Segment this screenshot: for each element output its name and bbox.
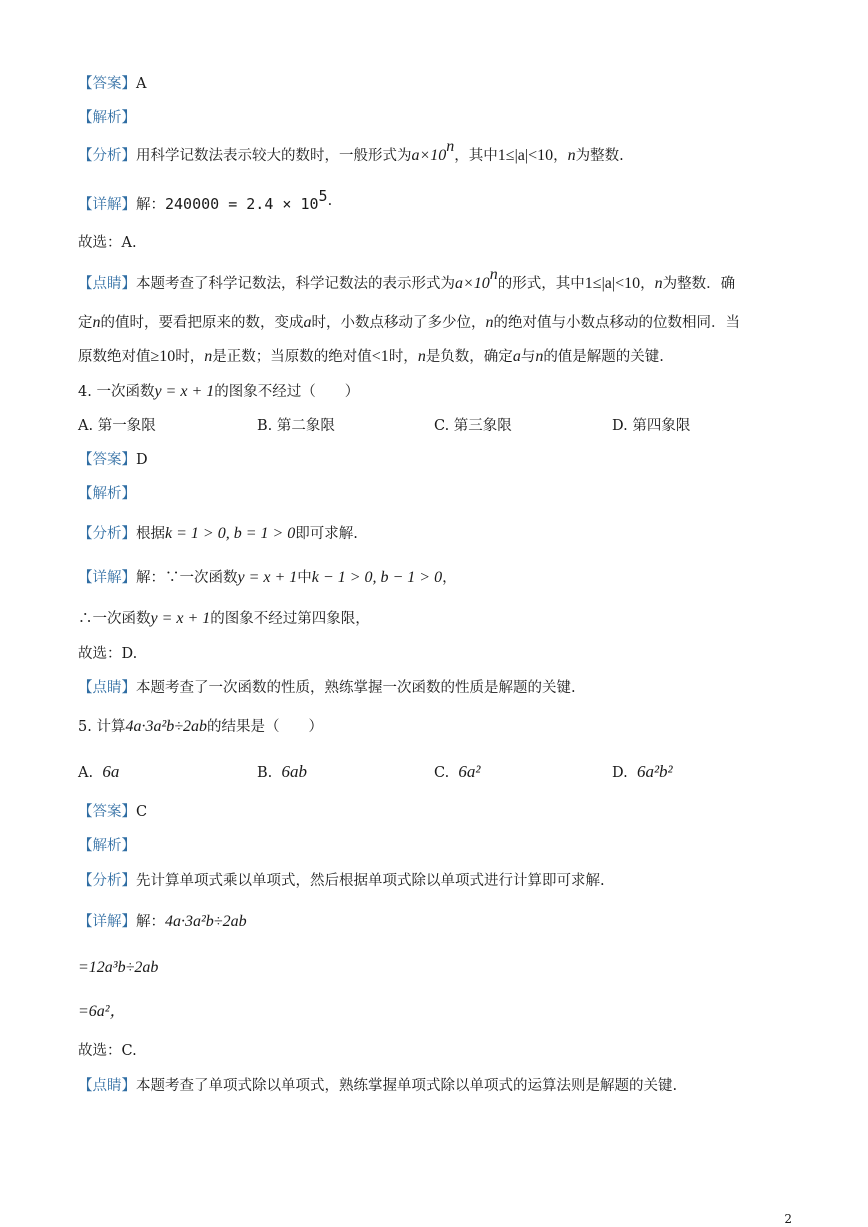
math-var: n	[485, 314, 494, 331]
math-expr: y = x + 1	[154, 383, 215, 400]
option-c[interactable]	[434, 762, 481, 783]
jiexi-tag: 【解析】	[78, 838, 136, 854]
dianjing-text: 与	[520, 349, 536, 365]
dianjing-text: ，	[640, 276, 655, 292]
dianjing-text: 本题考查了单项式除以单项式，熟练掌握单项式除以单项式的运算法则是解题的关键.	[136, 1078, 678, 1094]
q4-stem	[78, 382, 808, 402]
q4-answer	[78, 450, 808, 470]
math-expr: =6a²，	[78, 1003, 126, 1020]
math-expr: ≥10	[150, 348, 176, 365]
fenxi-text: 即可求解.	[295, 526, 358, 542]
math-expr: 1≤|a|<10	[497, 147, 554, 164]
dianjing-text: 的形式，其中	[497, 276, 585, 292]
xiangjie-text: 解：	[136, 914, 165, 930]
q5-fenxi	[78, 871, 808, 891]
dianjing-text: 本题考查了一次函数的性质，熟练掌握一次函数的性质是解题的关键.	[136, 680, 576, 696]
q5-stem	[78, 717, 808, 737]
dianjing-tag: 【点睛】	[78, 680, 136, 696]
option-expr: 6a²b²	[636, 762, 673, 781]
math-expr: y = x + 1	[237, 569, 298, 586]
math-expr: 1≤|a|<10	[584, 275, 641, 292]
xiangjie-text: ，	[442, 570, 457, 586]
dianjing-tag: 【点睛】	[78, 1078, 136, 1094]
option-letter: B.	[257, 765, 273, 781]
q4-therefore	[78, 609, 808, 629]
question-number: 4. 一次函数	[78, 384, 155, 400]
q4-guxuan	[78, 644, 808, 664]
page-number: 2	[784, 1212, 792, 1226]
math-var: a	[512, 348, 521, 365]
dianjing-text: 定	[78, 315, 93, 331]
guxuan-text: 故选：A.	[78, 235, 137, 251]
xiangjie-tag: 【详解】	[78, 914, 136, 930]
fenxi-text: 先计算单项式乘以单项式，然后根据单项式除以单项式进行计算即可求解.	[136, 873, 605, 889]
dianjing-text: 时，	[388, 349, 418, 365]
math-expr: =12a³b÷2ab	[78, 959, 159, 976]
fenxi-text: 用科学记数法表示较大的数时，一般形式为	[136, 148, 412, 164]
math-expr: a×10	[455, 275, 490, 292]
q3-dianjing-line3	[78, 347, 808, 367]
math-expr: 4a·3a²b÷2ab	[165, 913, 247, 930]
guxuan-text: 故选：C.	[78, 1043, 137, 1059]
dianjing-text: 是正数；当原数的绝对值	[212, 349, 372, 365]
fenxi-text: 根据	[136, 526, 165, 542]
q3-xiangjie	[78, 186, 808, 215]
option-a[interactable]: A. 第一象限	[78, 418, 156, 434]
option-letter: A.	[78, 765, 94, 781]
math-sup: 5	[318, 186, 328, 205]
option-a[interactable]	[78, 762, 119, 783]
fenxi-text: ，	[553, 148, 568, 164]
answer-value: C	[136, 804, 148, 820]
answer-tag: 【答案】	[78, 452, 136, 468]
dianjing-text: 原数绝对值	[78, 349, 151, 365]
q5-xiangjie	[78, 912, 808, 932]
math-expr: <1	[371, 348, 389, 365]
q5-step3	[78, 1002, 808, 1022]
math-sup: n	[489, 266, 498, 284]
q5-answer	[78, 802, 808, 822]
option-c[interactable]: C. 第三象限	[434, 418, 512, 434]
option-d[interactable]: D. 第四象限	[612, 418, 691, 434]
math-var: n	[204, 348, 213, 365]
q4-fenxi	[78, 524, 808, 544]
q3-dianjing-line1	[78, 266, 808, 294]
q5-guxuan	[78, 1041, 808, 1061]
answer-value: A	[136, 76, 147, 92]
fenxi-text: 为整数.	[575, 148, 624, 164]
therefore-text: ∴一次函数	[78, 611, 151, 627]
xiangjie-tag: 【详解】	[78, 197, 136, 213]
dianjing-tag: 【点睛】	[78, 276, 136, 292]
math-expr: a×10	[411, 147, 447, 164]
math-var: n	[92, 314, 101, 331]
answer-value: D	[136, 452, 148, 468]
dianjing-text: 是负数，确定	[425, 349, 513, 365]
math-var: a	[303, 314, 312, 331]
dianjing-text: 本题考查了科学记数法，科学记数法的表示形式为	[136, 276, 455, 292]
option-expr: 6a²	[458, 762, 481, 781]
q4-xiangjie	[78, 568, 808, 588]
xiangjie-text: 解：∵一次函数	[136, 570, 238, 586]
question-text: 的图象不经过（ ）	[214, 384, 360, 400]
q4-jiexi	[78, 484, 808, 504]
q3-answer	[78, 74, 808, 94]
option-b[interactable]: B. 第二象限	[257, 418, 335, 434]
jiexi-tag: 【解析】	[78, 110, 136, 126]
math-var: n	[654, 275, 663, 292]
math-var: n	[567, 147, 576, 164]
xiangjie-text: 解：	[136, 197, 165, 213]
math-sup: n	[446, 138, 455, 156]
dianjing-text: 的值时，要看把原来的数，变成	[100, 315, 304, 331]
q3-dianjing-line2	[78, 313, 808, 333]
dianjing-text: 的值是解题的关键.	[543, 349, 664, 365]
q5-options	[78, 762, 808, 784]
q4-dianjing	[78, 678, 808, 698]
question-number: 5. 计算	[78, 719, 126, 735]
dianjing-text: 时，	[175, 349, 205, 365]
math-expr: k − 1 > 0, b − 1 > 0	[311, 569, 443, 586]
math-expr: y = x + 1	[150, 610, 211, 627]
option-letter: D.	[612, 765, 628, 781]
guxuan-text: 故选：D.	[78, 646, 138, 662]
dianjing-text: 时，小数点移动了多少位，	[311, 315, 486, 331]
option-expr: 6a	[102, 762, 120, 781]
q5-dianjing	[78, 1076, 808, 1096]
math-var: n	[535, 348, 544, 365]
fenxi-text: ，其中	[454, 148, 498, 164]
fenxi-tag: 【分析】	[78, 148, 136, 164]
math-var: n	[417, 348, 426, 365]
math-expr: 4a·3a²b÷2ab	[125, 718, 208, 735]
option-b[interactable]	[257, 762, 307, 783]
xiangjie-tag: 【详解】	[78, 570, 136, 586]
option-expr: 6ab	[281, 762, 307, 781]
jiexi-tag: 【解析】	[78, 486, 136, 502]
q4-options	[78, 416, 808, 438]
answer-tag: 【答案】	[78, 76, 136, 92]
xiangjie-text: 中	[297, 570, 312, 586]
dianjing-text: 为整数．确	[662, 276, 736, 292]
fenxi-tag: 【分析】	[78, 873, 136, 889]
dianjing-text: 的绝对值与小数点移动的位数相同．当	[493, 315, 740, 331]
math-expr: 240000 = 2.4 × 10	[165, 195, 319, 213]
option-d[interactable]	[612, 762, 673, 783]
q5-step2	[78, 958, 808, 978]
math-dot: ·	[327, 197, 333, 213]
q3-guxuan	[78, 233, 808, 253]
fenxi-tag: 【分析】	[78, 526, 136, 542]
answer-tag: 【答案】	[78, 804, 136, 820]
therefore-text: 的图象不经过第四象限，	[210, 611, 370, 627]
q3-jiexi	[78, 108, 808, 128]
question-text: 的结果是（ ）	[207, 719, 324, 735]
option-letter: C.	[434, 765, 450, 781]
q5-jiexi	[78, 836, 808, 856]
math-expr: k = 1 > 0, b = 1 > 0	[165, 525, 296, 542]
q3-fenxi	[78, 138, 808, 166]
